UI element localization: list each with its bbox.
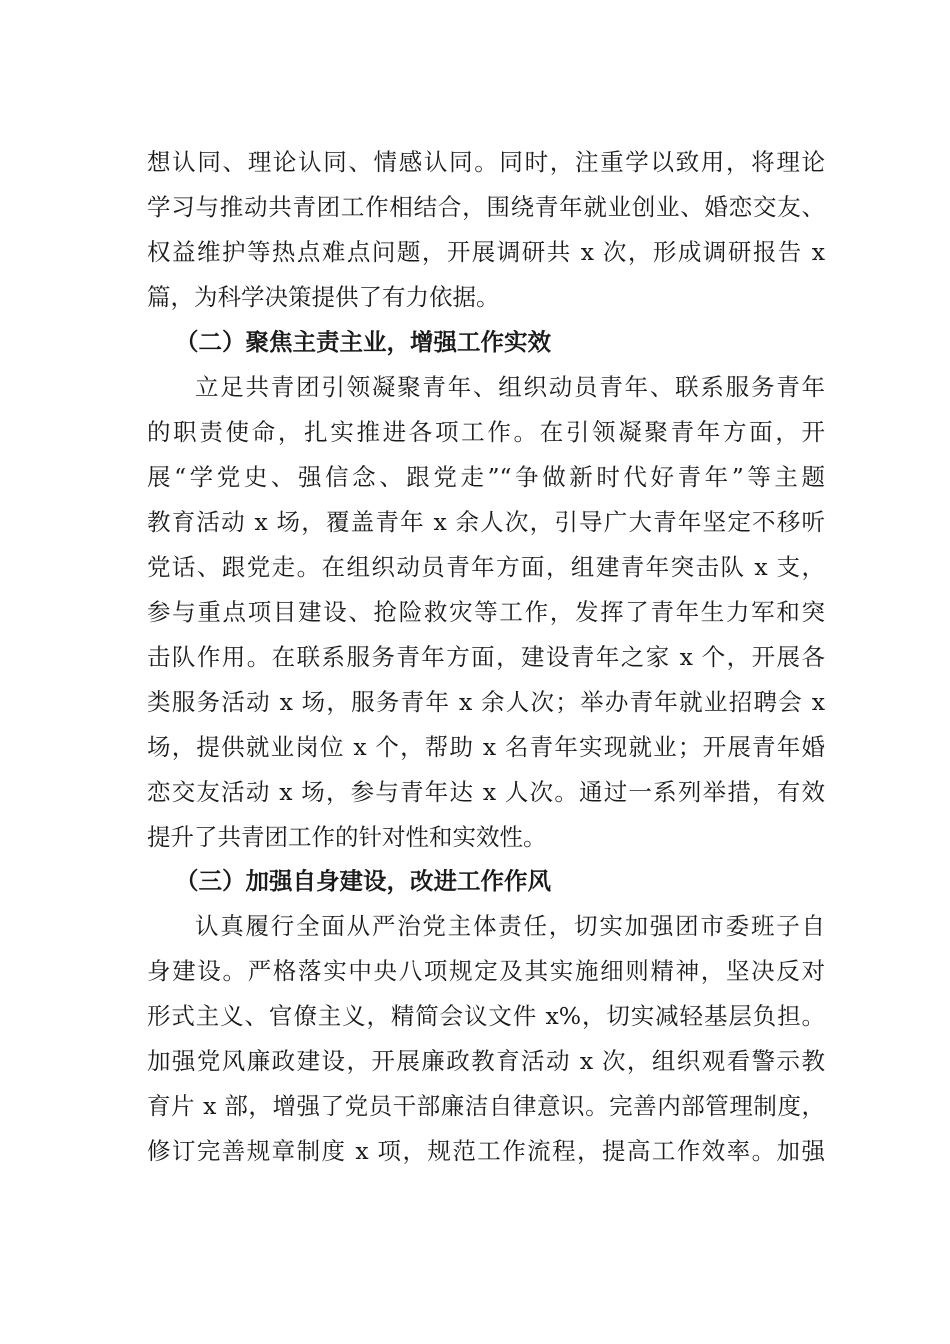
paragraph1-line: 权益维护等热点难点问题，开展调研共 x 次，形成调研报告 x [147,238,825,266]
paragraph2-line: 展“学党史、强信念、跟党走”“争做新时代好青年”等主题 [147,463,825,491]
paragraph1-line: 篇，为科学决策提供了有力依据。 [147,283,500,311]
paragraph1-line: 学习与推动共青团工作相结合，围绕青年就业创业、婚恋交友、 [147,193,825,221]
paragraph2-line: 击队作用。在联系服务青年方面，建设青年之家 x 个，开展各 [147,643,825,671]
paragraph2-line: 恋交友活动 x 场，参与青年达 x 人次。通过一系列举措，有效 [147,778,825,806]
paragraph3-line: 身建设。严格落实中央八项规定及其实施细则精神，坚决反对 [147,957,825,985]
paragraph3-line: 修订完善规章制度 x 项，规范工作流程，提高工作效率。加强 [147,1137,825,1165]
paragraph1-line: 想认同、理论认同、情感认同。同时，注重学以致用，将理论 [147,148,825,176]
paragraph2-line: 场，提供就业岗位 x 个，帮助 x 名青年实现就业；开展青年婚 [147,733,825,761]
section-heading-3: （三）加强自身建设，改进工作作风 [175,867,551,895]
paragraph2-line: 的职责使命，扎实推进各项工作。在引领凝聚青年方面，开 [147,418,825,446]
section-heading-2: （二）聚焦主责主业，增强工作实效 [175,328,551,356]
paragraph3-line: 形式主义、官僚主义，精简会议文件 x%，切实减轻基层负担。 [147,1002,825,1030]
paragraph2-line: 类服务活动 x 场，服务青年 x 余人次；举办青年就业招聘会 x [147,688,825,716]
paragraph3-line: 加强党风廉政建设，开展廉政教育活动 x 次，组织观看警示教 [147,1047,825,1075]
paragraph2-line: 提升了共青团工作的针对性和实效性。 [147,823,547,851]
paragraph3-line: 认真履行全面从严治党主体责任，切实加强团市委班子自 [195,912,825,940]
paragraph2-line: 党话、跟党走。在组织动员青年方面，组建青年突击队 x 支， [147,553,825,581]
paragraph2-line: 参与重点项目建设、抢险救灾等工作，发挥了青年生力军和突 [147,598,825,626]
paragraph2-line: 教育活动 x 场，覆盖青年 x 余人次，引导广大青年坚定不移听 [147,508,825,536]
paragraph3-line: 育片 x 部，增强了党员干部廉洁自律意识。完善内部管理制度， [147,1092,825,1120]
paragraph2-line: 立足共青团引领凝聚青年、组织动员青年、联系服务青年 [195,373,825,401]
